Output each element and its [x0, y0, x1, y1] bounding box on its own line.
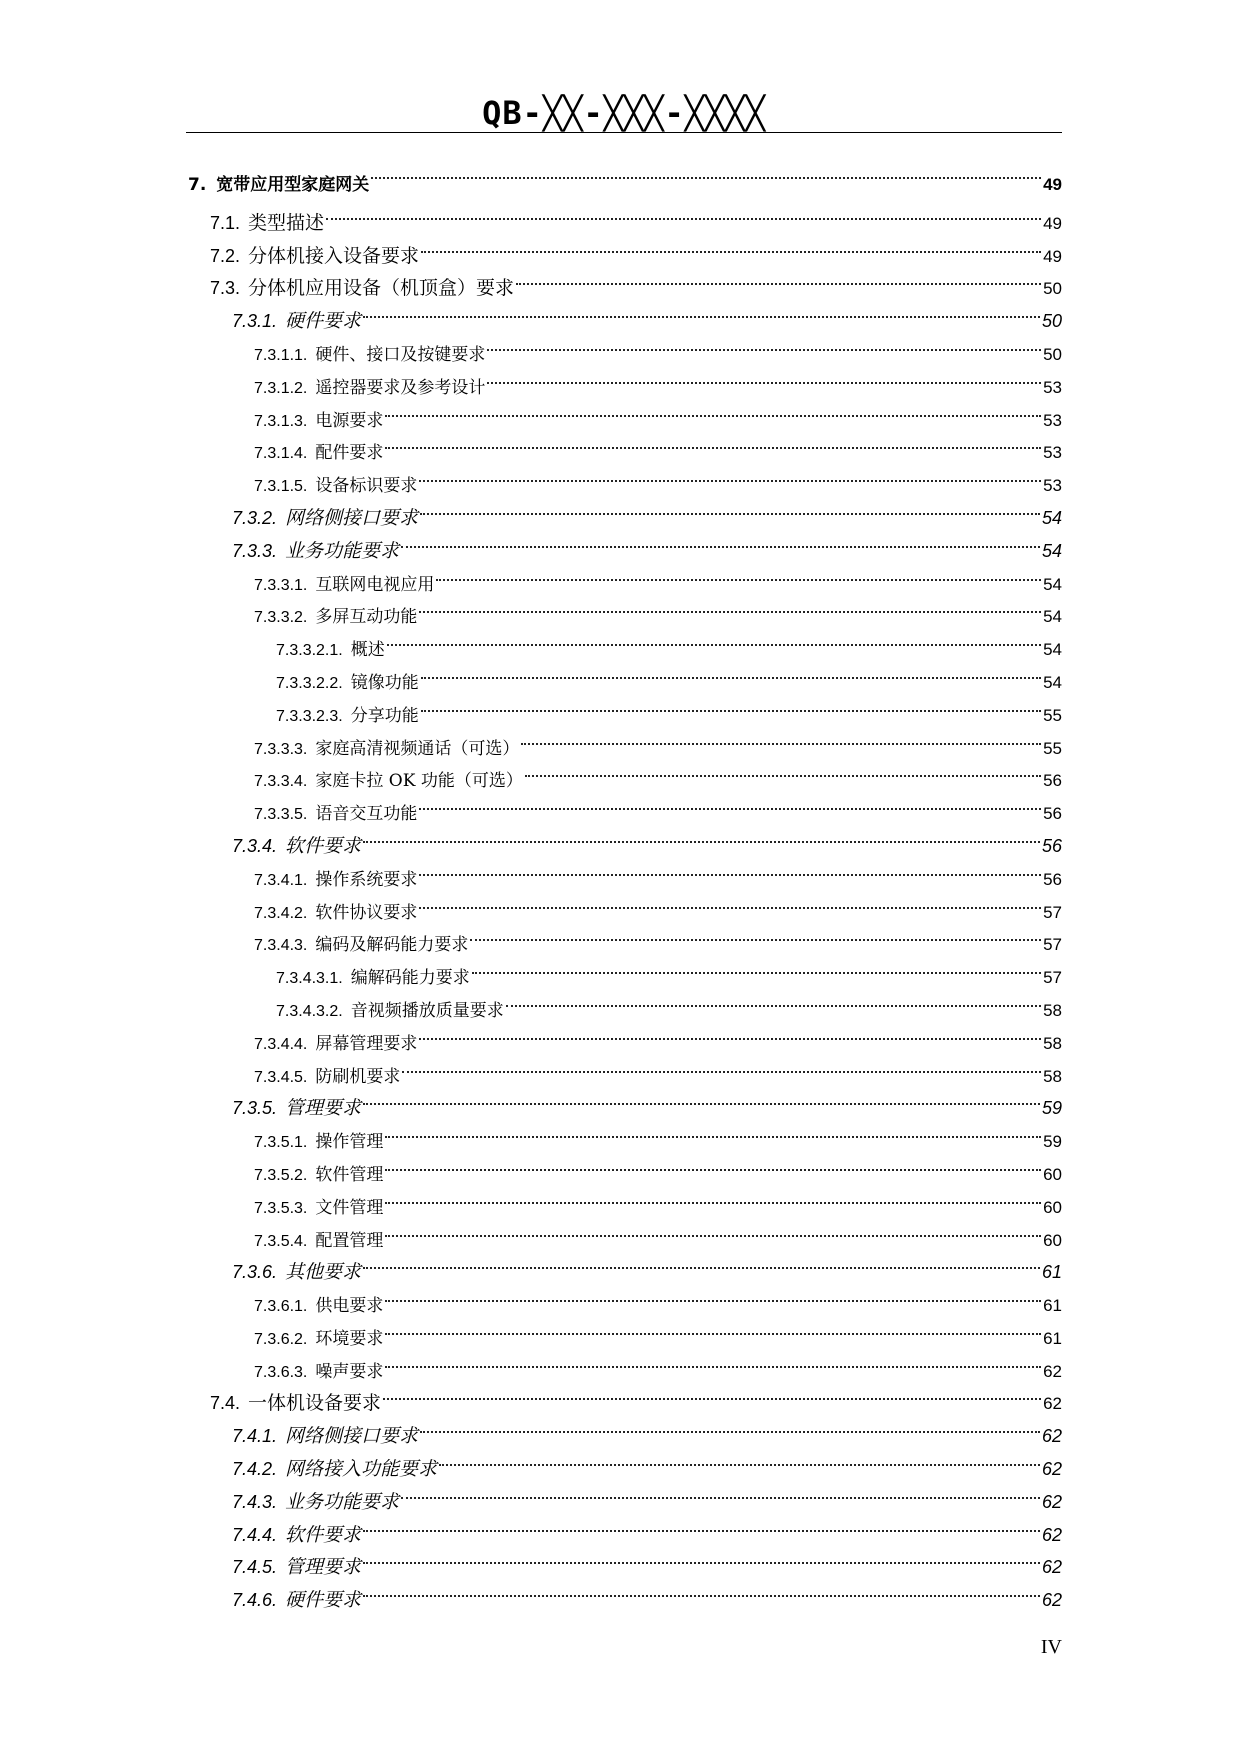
toc-entry-title: 管理要求	[285, 1556, 362, 1579]
toc-dot-leader	[385, 1114, 1041, 1147]
toc-entry-number: 7.3.3.3.	[254, 740, 308, 758]
toc-dot-leader	[470, 918, 1041, 951]
page-header	[186, 85, 1062, 133]
toc-entry-page: 59	[1043, 1132, 1062, 1152]
toc-dot-leader	[525, 754, 1041, 787]
toc-entry-title: 软件要求	[285, 834, 362, 857]
toc-entry-title: 配置管理	[315, 1230, 384, 1251]
toc-entry-number: 7.4.6.	[232, 1590, 278, 1611]
toc-dot-leader	[436, 557, 1041, 590]
toc-entry-number: 7.3.4.4.	[254, 1035, 308, 1053]
toc-dot-leader	[439, 1442, 1040, 1475]
page-number: IV	[1040, 1636, 1062, 1658]
toc-dot-leader	[516, 262, 1041, 295]
toc-entry-number: 7.3.5.3.	[254, 1199, 308, 1217]
toc-entry-title: 操作管理	[315, 1132, 384, 1153]
toc-dot-leader	[401, 524, 1040, 557]
toc-entry-number: 7.3.3.4.	[254, 773, 308, 791]
toc-entry-page: 50	[1041, 311, 1062, 332]
toc-entry-page: 49	[1043, 246, 1062, 266]
toc-entry-page: 55	[1043, 705, 1062, 725]
toc-entry-number: 7.3.4.1.	[254, 871, 308, 889]
toc-entry-title: 环境要求	[315, 1328, 384, 1349]
toc-entry-number: 7.3.6.1.	[254, 1298, 308, 1316]
toc-entry-page: 62	[1041, 1590, 1062, 1611]
toc-entry-number: 7.3.4.3.	[254, 937, 308, 955]
toc-entry-number: 7.4.	[210, 1393, 241, 1414]
toc-dot-leader	[521, 721, 1041, 754]
toc-entry-number: 7.3.3.2.	[254, 609, 308, 627]
toc-entry[interactable]	[186, 152, 1062, 195]
toc-entry-number: 7.3.1.	[232, 311, 278, 332]
toc-entry-number: 7.1.	[210, 212, 241, 233]
toc-entry-title: 设备标识要求	[315, 476, 418, 497]
toc-entry-title: 概述	[350, 640, 385, 661]
toc-dot-leader	[385, 1147, 1041, 1180]
toc-entry-page: 56	[1041, 835, 1062, 856]
toc-entry-page: 57	[1043, 935, 1062, 955]
toc-dot-leader	[401, 1475, 1040, 1508]
toc-dot-leader	[385, 1213, 1041, 1246]
toc-dot-leader	[402, 1049, 1041, 1082]
toc-dot-leader	[506, 983, 1041, 1016]
toc-dot-leader	[419, 590, 1041, 623]
toc-entry-number: 7.3.4.3.2.	[276, 1002, 343, 1020]
toc-entry-page: 62	[1041, 1557, 1062, 1578]
toc-entry-title: 编解码能力要求	[350, 968, 470, 989]
toc-entry-number: 7.3.1.1.	[254, 346, 308, 364]
toc-dot-leader	[385, 393, 1041, 426]
toc-entry-page: 53	[1043, 377, 1062, 397]
toc-dot-leader	[421, 229, 1041, 262]
toc-entry-title: 业务功能要求	[285, 1490, 400, 1513]
toc-entry-title: 文件管理	[315, 1197, 384, 1218]
toc-entry-title: 软件要求	[285, 1523, 362, 1546]
header-divider	[186, 132, 1062, 133]
toc-dot-leader	[420, 491, 1040, 524]
toc-entry-title: 分体机接入设备要求	[248, 244, 420, 267]
toc-entry-title: 镜像功能	[350, 672, 419, 693]
toc-entry-number: 7.3.3.2.1.	[276, 642, 343, 660]
toc-entry-page: 58	[1043, 1033, 1062, 1053]
toc-entry-number: 7.3.1.3.	[254, 412, 308, 430]
toc-entry-title: 硬件要求	[285, 310, 362, 333]
toc-dot-leader	[419, 885, 1041, 918]
toc-dot-leader	[371, 152, 1041, 190]
toc-entry-title: 配件要求	[315, 443, 384, 464]
toc-entry-title: 家庭高清视频通话（可选）	[315, 738, 520, 759]
toc-entry-number: 7.4.4.	[232, 1524, 278, 1545]
toc-entry-page: 60	[1043, 1230, 1062, 1250]
toc-dot-leader	[385, 1180, 1041, 1213]
toc-entry-page: 56	[1043, 804, 1062, 824]
toc-entry-number: 7.3.4.	[232, 835, 278, 856]
toc-entry-number: 7.3.3.	[232, 540, 278, 561]
toc-entry-page: 56	[1043, 869, 1062, 889]
toc-entry-page: 62	[1041, 1459, 1062, 1480]
toc-entry-page: 54	[1043, 574, 1062, 594]
toc-dot-leader	[363, 294, 1040, 327]
toc-entry-number: 7.3.1.4.	[254, 445, 308, 463]
toc-entry-page: 62	[1041, 1426, 1062, 1447]
toc-entry-page: 53	[1043, 410, 1062, 430]
toc-entry-number: 7.3.4.3.1.	[276, 970, 343, 988]
toc-entry-number: 7.4.1.	[232, 1426, 278, 1447]
toc-entry-title: 软件协议要求	[315, 902, 418, 923]
toc-dot-leader	[363, 1508, 1040, 1541]
toc-entry-page: 49	[1043, 175, 1062, 194]
toc-entry-number: 7.3.6.3.	[254, 1363, 308, 1381]
toc-entry-page: 58	[1043, 1000, 1062, 1020]
toc-entry-number: 7.4.5.	[232, 1557, 278, 1578]
toc-dot-leader	[385, 426, 1041, 459]
toc-entry-title: 网络侧接口要求	[285, 1425, 419, 1448]
toc-dot-leader	[363, 1082, 1040, 1115]
toc-entry-title: 音视频播放质量要求	[350, 1000, 504, 1021]
toc-entry-title: 一体机设备要求	[248, 1392, 382, 1415]
toc-entry-title: 其他要求	[285, 1261, 362, 1284]
toc-entry-number: 7.3.1.2.	[254, 379, 308, 397]
toc-entry-page: 57	[1043, 902, 1062, 922]
toc-entry-number: 7.4.3.	[232, 1491, 278, 1512]
toc-entry-number: 7.2.	[210, 245, 241, 266]
toc-entry-title: 防刷机要求	[315, 1066, 401, 1087]
toc-entry-number: 7.3.1.5.	[254, 478, 308, 496]
toc-dot-leader	[419, 1016, 1041, 1049]
toc-entry-number: 7.3.5.1.	[254, 1134, 308, 1152]
toc-entry-title: 语音交互功能	[315, 804, 418, 825]
toc-dot-leader	[487, 327, 1041, 360]
toc-entry-page: 57	[1043, 968, 1062, 988]
toc-entry-title: 操作系统要求	[315, 869, 418, 890]
toc-entry-page: 54	[1041, 507, 1062, 528]
toc-dot-leader	[387, 622, 1041, 655]
toc-entry-page: 61	[1043, 1328, 1062, 1348]
toc-entry-title: 屏幕管理要求	[315, 1033, 418, 1054]
toc-entry-title: 软件管理	[315, 1164, 384, 1185]
toc-entry-page: 61	[1041, 1262, 1062, 1283]
toc-entry-title: 供电要求	[315, 1296, 384, 1317]
toc-entry-page: 59	[1041, 1098, 1062, 1119]
toc-entry-number: 7.3.4.5.	[254, 1068, 308, 1086]
toc-entry-title: 家庭卡拉 OK 功能（可选）	[315, 771, 523, 792]
toc-entry-number: 7.3.2.	[232, 507, 278, 528]
toc-entry-title: 分体机应用设备（机顶盒）要求	[248, 277, 515, 300]
toc-entry-title: 宽带应用型家庭网关	[216, 175, 370, 195]
toc-entry-title: 多屏互动功能	[315, 607, 418, 628]
toc-entry-title: 分享功能	[350, 705, 419, 726]
toc-dot-leader	[385, 1311, 1041, 1344]
toc-entry-page: 54	[1043, 672, 1062, 692]
toc-entry-page: 58	[1043, 1066, 1062, 1086]
toc-dot-leader	[421, 655, 1041, 688]
toc-entry-title: 互联网电视应用	[315, 574, 435, 595]
toc-entry-page: 61	[1043, 1296, 1062, 1316]
toc-entry-page: 62	[1043, 1394, 1062, 1414]
toc-dot-leader	[419, 852, 1041, 885]
toc-dot-leader	[385, 1278, 1041, 1311]
toc-dot-leader	[383, 1377, 1041, 1410]
toc-dot-leader	[363, 819, 1040, 852]
toc-entry-number: 7.3.6.2.	[254, 1330, 308, 1348]
toc-entry-number: 7.	[188, 175, 207, 195]
toc-entry-title: 硬件要求	[285, 1589, 362, 1612]
toc-dot-leader	[363, 1573, 1040, 1606]
toc-entry-title: 类型描述	[248, 211, 325, 234]
toc-entry-page: 60	[1043, 1164, 1062, 1184]
toc-entry-title: 电源要求	[315, 410, 384, 431]
toc-entry-page: 62	[1043, 1361, 1062, 1381]
toc-entry-number: 7.3.5.	[232, 1098, 278, 1119]
toc-entry-page: 62	[1041, 1491, 1062, 1512]
toc-entry-number: 7.3.3.2.3.	[276, 707, 343, 725]
toc-dot-leader	[385, 1344, 1041, 1377]
toc-entry-page: 53	[1043, 476, 1062, 496]
toc-entry-title: 噪声要求	[315, 1361, 384, 1382]
toc-dot-leader	[326, 196, 1041, 229]
toc-entry-number: 7.3.3.5.	[254, 806, 308, 824]
toc-entry-number: 7.3.3.2.2.	[276, 674, 343, 692]
toc-entry-page: 56	[1043, 771, 1062, 791]
toc-entry-number: 7.3.	[210, 278, 241, 299]
toc-entry-title: 网络接入功能要求	[285, 1458, 438, 1481]
toc-entry-title: 遥控器要求及参考设计	[315, 377, 486, 398]
toc-entry-page: 49	[1043, 213, 1062, 233]
toc-dot-leader	[420, 1409, 1040, 1442]
toc-dot-leader	[419, 786, 1041, 819]
document-code: QB-╳╳-╳╳╳-╳╳╳╳	[482, 94, 766, 132]
toc-dot-leader	[421, 688, 1041, 721]
toc-dot-leader	[363, 1541, 1040, 1574]
toc-entry-page: 54	[1043, 607, 1062, 627]
toc-entry-page: 54	[1043, 640, 1062, 660]
toc-entry-number: 7.3.4.2.	[254, 904, 308, 922]
toc-entry-page: 55	[1043, 738, 1062, 758]
toc-entry-page: 53	[1043, 443, 1062, 463]
toc-entry-title: 编码及解码能力要求	[315, 935, 469, 956]
toc-entry-page: 62	[1041, 1524, 1062, 1545]
toc-entry-number: 7.3.5.4.	[254, 1232, 308, 1250]
toc-entry-number: 7.4.2.	[232, 1459, 278, 1480]
toc-entry-number: 7.3.5.2.	[254, 1166, 308, 1184]
toc-dot-leader	[363, 1246, 1040, 1279]
toc-entry-page: 50	[1043, 279, 1062, 299]
toc-entry-number: 7.3.6.	[232, 1262, 278, 1283]
toc-entry-number: 7.3.3.1.	[254, 576, 308, 594]
table-of-contents	[186, 152, 1062, 1612]
toc-entry-title: 管理要求	[285, 1097, 362, 1120]
toc-entry-page: 50	[1043, 344, 1062, 364]
toc-dot-leader	[487, 360, 1041, 393]
toc-dot-leader	[419, 458, 1041, 491]
toc-entry-page: 60	[1043, 1197, 1062, 1217]
toc-entry-page: 54	[1041, 540, 1062, 561]
toc-entry-title: 业务功能要求	[285, 539, 400, 562]
toc-entry-title: 网络侧接口要求	[285, 506, 419, 529]
toc-entry-title: 硬件、接口及按键要求	[315, 344, 486, 365]
toc-dot-leader	[472, 950, 1041, 983]
